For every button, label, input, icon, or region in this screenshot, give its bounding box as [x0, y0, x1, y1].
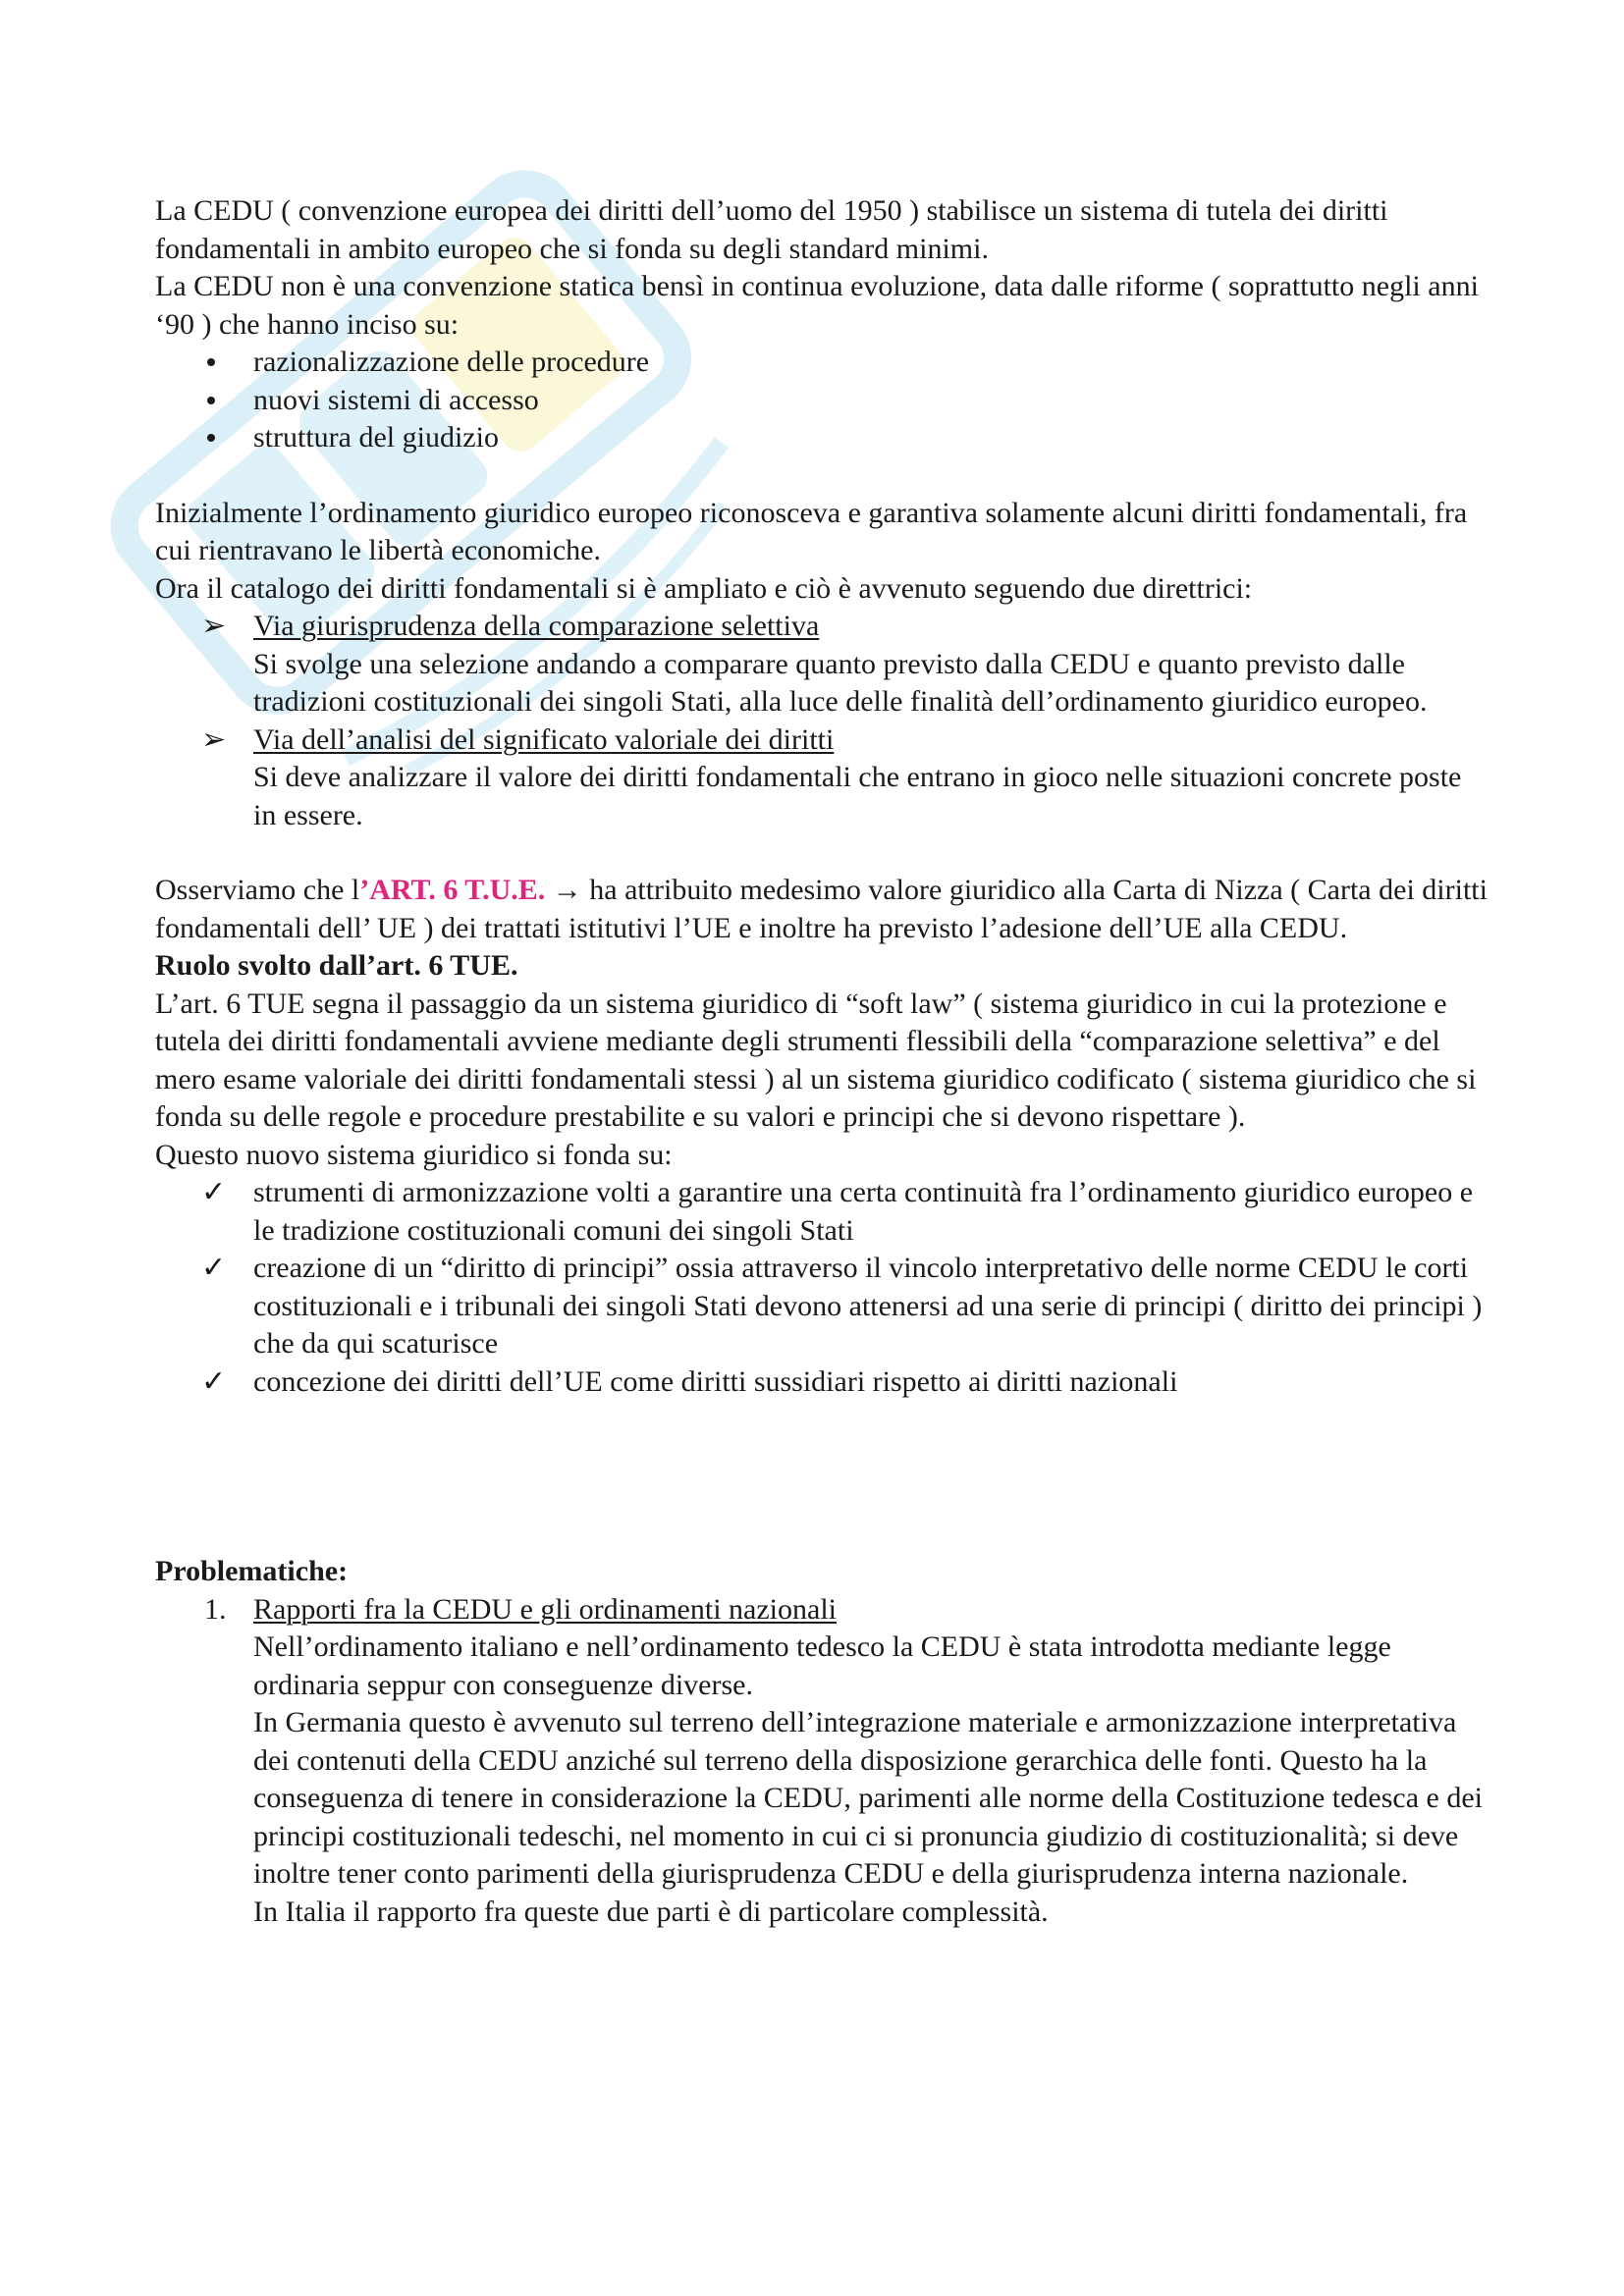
art6-heading: Ruolo svolto dall’art. 6 TUE.	[155, 949, 518, 982]
arrow-bullet-icon: ➢	[201, 610, 227, 642]
check-icon: ✓	[201, 1176, 227, 1208]
catalog-paragraph-1: Inizialmente l’ordinamento giuridico europeo riconosceva e garantiva solamente alcuni diritti fondamentali, fra cui rientravano le libertà economiche.	[155, 496, 1468, 566]
check-icon: ✓	[201, 1364, 227, 1398]
list-item	[155, 608, 1490, 721]
list-item: ✓ concezione dei diritti dell’UE come diritti sussidiari rispetto ai diritti nazionali	[155, 1363, 1490, 1402]
problem-paragraph-3: In Italia il rapporto fra queste due parti è di particolare complessità.	[253, 1895, 1049, 1928]
list-item: struttura del giudizio	[155, 419, 1490, 457]
catalog-paragraph-2: Ora il catalogo dei diritti fondamentali si è ampliato e ciò è avvenuto seguendo due direttrici:	[155, 571, 1253, 605]
list-item: ✓ creazione di un “diritto di principi” ossia attraverso il vincolo interpretativo delle norme CEDU le corti costituzionali e i tribunali dei singoli Stati devono attenersi ad una serie di principi ( diritto dei principi ) che da qui scaturisce	[201, 1252, 1483, 1360]
reform-bullet-list	[155, 344, 1490, 457]
problem-title: Rapporti fra la CEDU e gli ordinamenti nazionali	[253, 1592, 837, 1626]
check-icon: ✓	[201, 1252, 227, 1284]
art6-paragraph: Osserviamo che l’ART. 6 T.U.E. → ha attribuito medesimo valore giuridico alla Carta di Nizza ( Carta dei diritti fondamentali dell’ UE ) dei trattati istitutivi l’UE e inoltre ha previsto l’adesione dell’UE alla CEDU.	[155, 874, 1488, 944]
direction-text: Si svolge una selezione andando a comparare quanto previsto dalla CEDU e quanto previsto dalle tradizioni costituzionali dei singoli Stati, alla luce delle finalità dell’ordinamento giuridico europeo.	[253, 647, 1428, 718]
list-item	[155, 1591, 1490, 1932]
list-item: ✓ strumenti di armonizzazione volti a garantire una certa continuità fra l’ordinamento giuridico europeo e le tradizione costituzionali comuni dei singoli Stati	[201, 1176, 1474, 1247]
art6-paragraph-2: Questo nuovo sistema giuridico si fonda su:	[155, 1138, 673, 1171]
direction-title: Via dell’analisi del significato valoriale dei diritti	[253, 722, 835, 756]
document-body	[155, 192, 1490, 1931]
foundations-check-list	[155, 1174, 1490, 1401]
problems-heading: Problematiche:	[155, 1555, 349, 1587]
problems-list	[155, 1591, 1490, 1932]
arrow-bullet-icon: ➢	[201, 722, 227, 756]
list-item	[155, 721, 1490, 835]
intro-paragraph-1: La CEDU ( convenzione europea dei diritti dell’uomo del 1950 ) stabilisce un sistema di tutela dei diritti fondamentali in ambito europeo che si fonda su degli standard minimi.	[155, 194, 1388, 265]
problem-paragraph-2: In Germania questo è avvenuto sul terreno dell’integrazione materiale e armonizzazione interpretativa dei contenuti della CEDU anziché sul terreno della disposizione gerarchica delle fonti. Questo ha la conseguenza di tenere in considerazione la CEDU, parimenti alle norme della Costituzione tedesca e dei principi costituzionali tedeschi, nel momento in cui ci si pronuncia giudizio di costituzionalità; si deve inoltre tener conto parimenti della giurisprudenza CEDU e della giurisprudenza interna nazionale.	[253, 1706, 1484, 1890]
art6-highlight: ’ART. 6 T.U.E.	[359, 874, 546, 906]
list-item: nuovi sistemi di accesso	[155, 382, 1490, 420]
art6-paragraph-1: L’art. 6 TUE segna il passaggio da un sistema giuridico di “soft law” ( sistema giuridico in cui la protezione e tutela dei diritti fondamentali avviene mediante degli strumenti flessibili della “comparazione selettiva” e del mero esame valoriale dei diritti fondamentali stessi ) al un sistema giuridico codificato ( sistema giuridico che si fonda su delle regole e procedure prestabilite e su valori e principi che si devono rispettare ).	[155, 987, 1477, 1133]
direction-title: Via giurisprudenza della comparazione selettiva	[253, 610, 820, 642]
directions-list	[155, 608, 1490, 834]
right-arrow-icon: →	[552, 874, 582, 906]
problem-paragraph-1: Nell’ordinamento italiano e nell’ordinamento tedesco la CEDU è stata introdotta mediante legge ordinaria seppur con conseguenze diverse.	[253, 1630, 1391, 1701]
intro-paragraph-2: La CEDU non è una convenzione statica bensì in continua evoluzione, data dalle riforme ( soprattutto negli anni ‘90 ) che hanno inciso su:	[155, 270, 1479, 341]
list-item: razionalizzazione delle procedure	[155, 344, 1490, 382]
item-number: 1.	[204, 1592, 227, 1626]
direction-text: Si deve analizzare il valore dei diritti fondamentali che entrano in gioco nelle situazioni concrete poste in essere.	[253, 761, 1462, 831]
